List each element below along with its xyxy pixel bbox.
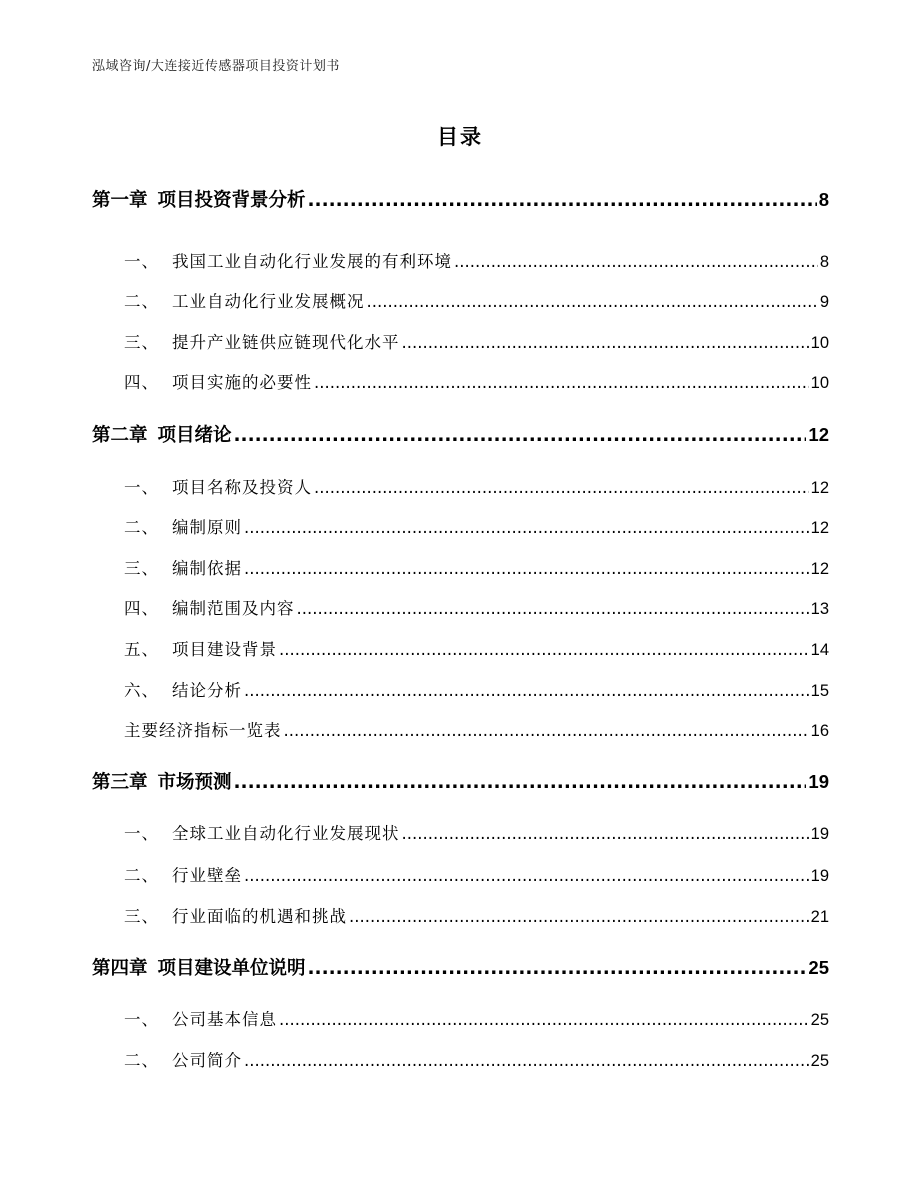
chapter-title: 项目建设单位说明	[157, 958, 306, 979]
section-title: 项目实施的必要性	[172, 373, 312, 392]
toc-section[interactable]	[124, 514, 829, 538]
dot-leader	[308, 190, 817, 211]
dot-leader	[244, 866, 809, 885]
section-number: 二、	[124, 518, 159, 537]
section-title: 主要经济指标一览表	[124, 721, 282, 740]
section-number: 一、	[124, 252, 159, 271]
section-number: 三、	[124, 559, 159, 578]
page-number: 25	[808, 957, 829, 978]
page-number: 13	[810, 600, 829, 618]
toc-title: 目录	[437, 125, 483, 149]
dot-leader	[279, 640, 809, 659]
toc-chapter-4[interactable]	[92, 954, 829, 980]
dot-leader	[308, 958, 807, 979]
page-number: 12	[810, 560, 829, 578]
page-number: 12	[810, 519, 829, 537]
section-title: 工业自动化行业发展概况	[172, 292, 365, 311]
toc-section[interactable]	[124, 595, 829, 619]
toc-section[interactable]	[124, 248, 829, 272]
chapter-title: 市场预测	[157, 772, 232, 793]
page-number: 19	[808, 771, 829, 792]
section-title: 行业面临的机遇和挑战	[172, 907, 347, 926]
toc-section[interactable]	[124, 288, 829, 312]
page-number: 10	[810, 374, 829, 392]
page-number: 15	[810, 682, 829, 700]
section-title: 提升产业链供应链现代化水平	[172, 333, 400, 352]
section-number: 一、	[124, 1010, 159, 1029]
dot-leader	[244, 1051, 809, 1070]
dot-leader	[314, 478, 809, 497]
section-number: 四、	[124, 599, 159, 618]
dot-leader	[454, 252, 818, 271]
section-number: 六、	[124, 681, 159, 700]
section-number: 四、	[124, 373, 159, 392]
toc-section[interactable]	[124, 555, 829, 579]
section-title: 公司简介	[172, 1051, 242, 1070]
toc-section[interactable]	[124, 820, 829, 844]
chapter-number: 第四章	[92, 958, 148, 979]
section-title: 全球工业自动化行业发展现状	[172, 824, 400, 843]
dot-leader	[244, 681, 809, 700]
chapter-number: 第一章	[92, 190, 148, 211]
page-number: 8	[818, 189, 829, 210]
page-number: 25	[810, 1052, 829, 1070]
page-number: 9	[819, 293, 829, 311]
toc-chapter-1[interactable]	[92, 186, 829, 212]
section-number: 三、	[124, 907, 159, 926]
page-number: 19	[810, 825, 829, 843]
section-number: 三、	[124, 333, 159, 352]
chapter-title: 项目绪论	[157, 425, 232, 446]
dot-leader	[244, 518, 809, 537]
dot-leader	[402, 824, 809, 843]
dot-leader	[244, 559, 809, 578]
section-title: 我国工业自动化行业发展的有利环境	[172, 252, 452, 271]
section-title: 结论分析	[172, 681, 242, 700]
page-number: 21	[810, 908, 829, 926]
section-title: 编制范围及内容	[172, 599, 295, 618]
page-number: 14	[810, 641, 829, 659]
dot-leader	[367, 292, 818, 311]
page-number: 12	[810, 479, 829, 497]
toc-section[interactable]	[124, 1006, 829, 1030]
chapter-number: 第三章	[92, 772, 148, 793]
page-number: 8	[819, 253, 829, 271]
section-number: 五、	[124, 640, 159, 659]
section-title: 公司基本信息	[172, 1010, 277, 1029]
page-number: 25	[810, 1011, 829, 1029]
dot-leader	[234, 425, 807, 446]
section-number: 二、	[124, 292, 159, 311]
toc-section[interactable]	[124, 677, 829, 701]
toc-section[interactable]	[124, 1047, 829, 1071]
dot-leader	[314, 373, 809, 392]
toc-chapter-3[interactable]	[92, 768, 829, 794]
section-title: 项目建设背景	[172, 640, 277, 659]
toc-section[interactable]	[124, 862, 829, 886]
section-number: 一、	[124, 478, 159, 497]
section-title: 行业壁垒	[172, 866, 242, 885]
section-title: 项目名称及投资人	[172, 478, 312, 497]
toc-section[interactable]	[124, 636, 829, 660]
section-number: 二、	[124, 866, 159, 885]
dot-leader	[349, 907, 809, 926]
toc-section[interactable]	[124, 474, 829, 498]
page-number: 12	[808, 424, 829, 445]
dot-leader	[284, 721, 809, 740]
dot-leader	[402, 333, 809, 352]
toc-chapter-2[interactable]	[92, 421, 829, 447]
section-number: 一、	[124, 824, 159, 843]
section-title: 编制依据	[172, 559, 242, 578]
dot-leader	[234, 772, 807, 793]
page-number: 10	[810, 334, 829, 352]
toc-section[interactable]	[124, 903, 829, 927]
toc-section[interactable]	[124, 369, 829, 393]
chapter-number: 第二章	[92, 425, 148, 446]
page-number: 16	[810, 722, 829, 740]
toc-section[interactable]	[124, 329, 829, 353]
section-title: 编制原则	[172, 518, 242, 537]
running-header: 泓域咨询/大连接近传感器项目投资计划书	[92, 59, 340, 74]
dot-leader	[297, 599, 809, 618]
chapter-title: 项目投资背景分析	[157, 190, 306, 211]
dot-leader	[279, 1010, 809, 1029]
toc-section[interactable]	[124, 717, 829, 741]
section-number: 二、	[124, 1051, 159, 1070]
page-number: 19	[810, 867, 829, 885]
